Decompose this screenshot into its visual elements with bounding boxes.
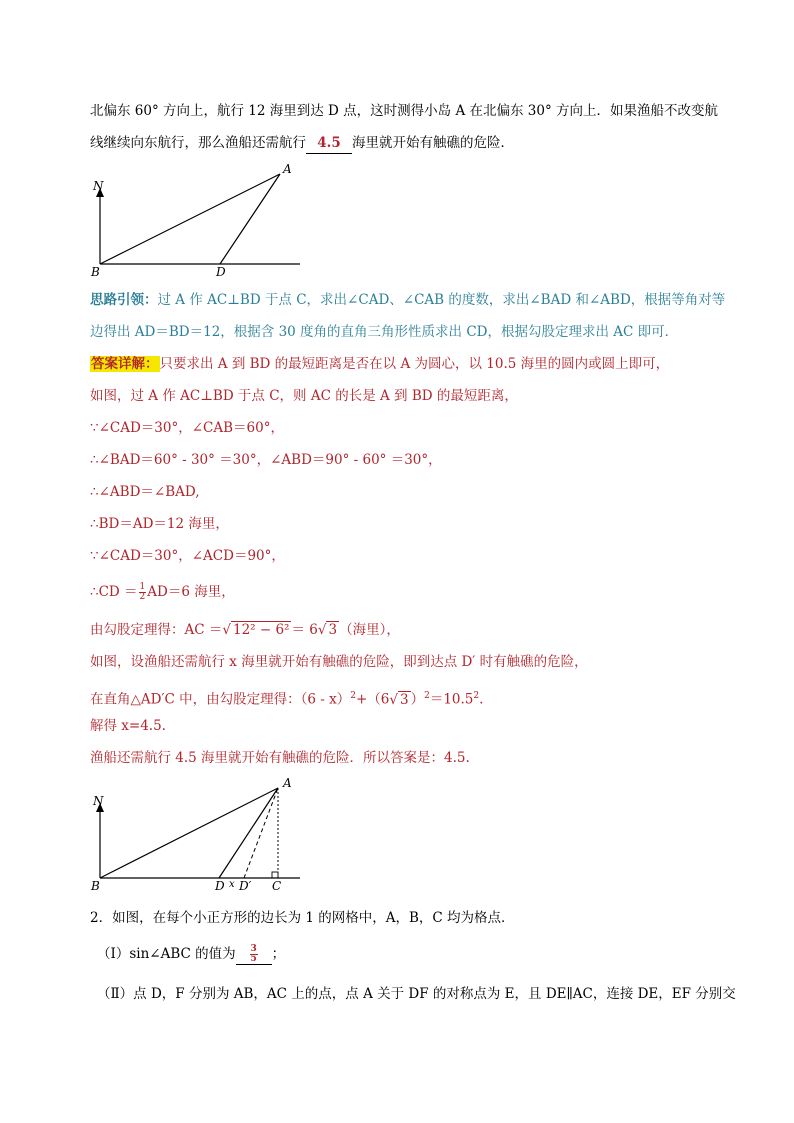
detail-line-10: 如图，设渔船还需航行 x 海里就开始有触礁的危险，即到达点 D′ 时有触礁的危险， bbox=[90, 654, 588, 670]
hint-line-1: 思路引领：过 A 作 AC⊥BD 于点 C，求出∠CAD、∠CAB 的度数，求出∠BAD 和∠ABD，根据等角对等 bbox=[90, 292, 726, 308]
label-b-2: B bbox=[91, 879, 100, 893]
hint-line-2: 边得出 AD＝BD＝12，根据含 30 度角的直角三角形性质求出 CD，根据勾股定理求出 AC 即可． bbox=[90, 324, 679, 340]
label-d-2: D bbox=[215, 879, 225, 893]
detail-line-12: 解得 x=4.5. bbox=[90, 718, 166, 734]
detail-line-3: ∵∠CAD＝30°，∠CAB＝60°， bbox=[90, 420, 284, 436]
detail-line-11: 在直角△AD′C 中，由勾股定理得：（6 - x）$^2$+（6√ 3 ）$^2=10.5^2$. bbox=[90, 691, 484, 708]
label-n-2: N bbox=[93, 794, 104, 808]
detail-line-9: 由勾股定理得：AC ＝√ 12² − 6² ＝ 6√ 3 （海里）， bbox=[90, 622, 400, 638]
fraction-three-fifths: $\frac{3}{5}$ bbox=[250, 944, 257, 964]
line-ba-2 bbox=[100, 788, 278, 878]
question-2-line-3: （Ⅱ）点 D，F 分别为 AB，AC 上的点，点 A 关于 DF 的对称点为 E，且 DE∥AC，连接 DE，EF 分别交 bbox=[97, 986, 736, 1002]
detail-line-5: ∴∠ABD＝∠BAD, bbox=[90, 484, 200, 500]
detail-line-13: 渔船还需航行 4.5 海里就开始有触礁的危险．所以答案是：4.5. bbox=[90, 750, 470, 766]
question-2-line-1: 2．如图，在每个小正方形的边长为 1 的网格中，A，B，C 均为格点． bbox=[90, 910, 515, 926]
detail-line-2: 如图，过 A 作 AC⊥BD 于点 C，则 AC 的长是 A 到 BD 的最短距离， bbox=[90, 388, 518, 404]
label-b: B bbox=[91, 265, 100, 279]
fraction-half: $\frac{1}{2}$ bbox=[139, 582, 146, 602]
label-d: D bbox=[216, 265, 226, 279]
question-2-line-2: （Ⅰ）sin∠ABC 的值为 $\frac{3}{5}$ ； bbox=[97, 944, 286, 964]
detail-line-6: ∴BD＝AD＝12 海里， bbox=[90, 516, 229, 532]
line-da bbox=[220, 174, 280, 264]
answer-blank: 4.5 bbox=[306, 133, 352, 154]
figure-2 bbox=[88, 775, 308, 895]
figure-1 bbox=[88, 160, 308, 280]
sqrt-expression: √ 12² − 6² bbox=[222, 622, 290, 638]
line-ba bbox=[100, 174, 280, 264]
detail-line-8: ∴CD ＝ $\frac{1}{2}$ AD＝6 海里， bbox=[90, 582, 235, 602]
detail-line-4: ∴∠BAD＝60° - 30° ＝30°，∠ABD＝90° - 60° ＝30°， bbox=[90, 452, 442, 468]
label-c: C bbox=[272, 879, 282, 893]
line-da-2 bbox=[219, 788, 278, 878]
detail-line-7: ∵∠CAD＝30°，∠ACD＝90°， bbox=[90, 548, 285, 564]
sqrt-three-b: √ 3 bbox=[389, 691, 409, 708]
paragraph-line-2: 线继续向东航行，那么渔船还需航行 4.5 海里就开始有触礁的危险． bbox=[90, 133, 514, 154]
label-dprime: D′ bbox=[239, 879, 252, 893]
label-n: N bbox=[93, 179, 104, 193]
label-a: A bbox=[283, 162, 292, 176]
detail-line-1: 答案详解：只要求出 A 到 BD 的最短距离是否在以 A 为圆心，以 10.5 海里的圆内或圆上即可， bbox=[91, 356, 670, 372]
label-a-2: A bbox=[283, 776, 292, 790]
right-angle-mark bbox=[272, 872, 278, 878]
label-x: x bbox=[229, 879, 235, 890]
sin-answer-blank bbox=[236, 944, 272, 965]
paragraph-line-1: 北偏东 60° 方向上，航行 12 海里到达 D 点，这时测得小岛 A 在北偏东 30° 方向上．如果渔船不改变航 bbox=[90, 103, 719, 119]
sqrt-three: √ 3 bbox=[317, 622, 338, 638]
